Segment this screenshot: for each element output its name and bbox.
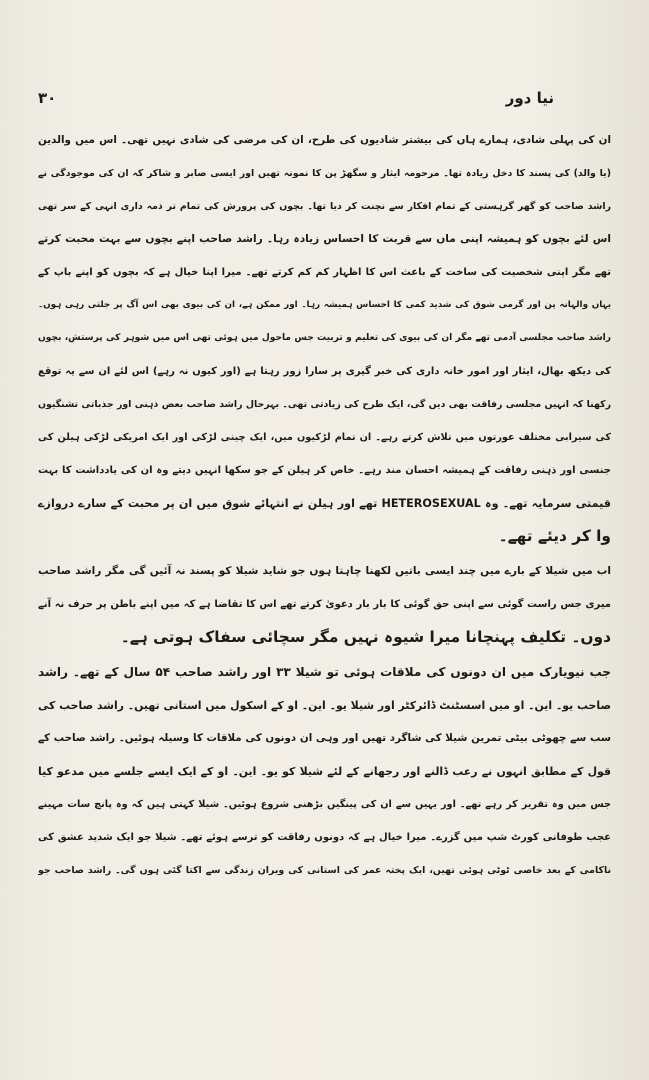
text-line: ناکامی کے بعد خاصی ٹوٹی ہوئی تھیں، ایک پختہ عمر کی استانی کی ویران زندگی سے اکتا گئی ہوں گی۔ راشد صاحب جو — [38, 865, 611, 876]
text-line: سب سے چھوٹی بیٹی تمرین شیلا کی شاگرد تھیں اور وہی ان دونوں کی ملاقات کا وسیلہ ہوئیں۔ راشد صاحب کے — [38, 732, 611, 744]
text-line: وا کر دیئے تھے۔ — [498, 527, 611, 545]
running-title: نیا دور — [505, 89, 554, 107]
body-text — [38, 124, 611, 887]
text-line: کی دیکھ بھال، ایثار اور امور خانہ داری کی خبر گیری پر سارا زور رہتا ہے (اور کیوں نہ رہے) اس لئے ان سے یہ توقع — [38, 366, 611, 377]
text-line: ان کی پہلی شادی، ہمارے ہاں کی بیشتر شادیوں کی طرح، ان کی مرضی کی شادی نہیں تھی۔ اس میں والدین — [38, 134, 611, 146]
page-header — [38, 86, 554, 110]
text-line: راشد صاحب مجلسی آدمی تھے مگر ان کی بیوی کی تعلیم و تربیت جس ماحول میں ہوئی تھی اس میں شوہر کی پرستش، بچوں — [38, 333, 611, 343]
text-line: صاحب یو۔ این۔ او میں اسسٹنٹ ڈائرکٹر اور شیلا یو۔ این۔ او کے اسکول میں استانی تھیں۔ راشد صاحب کی — [38, 699, 611, 712]
text-line: دوں۔ تکلیف پہنچانا میرا شیوہ نہیں مگر سچائی سفاک ہوتی ہے۔ — [120, 628, 611, 646]
text-line: تھے مگر اپنی شخصیت کی ساخت کے باعث اس کا اظہار کم کم کرتے تھے۔ میرا اپنا خیال ہے کہ بچوں کو اپنے باپ کے — [38, 267, 611, 278]
text-line: جس میں وہ تقریر کر رہے تھے۔ اور یہیں سے ان کی پینگیں بڑھنی شروع ہوئیں۔ شیلا کہتی ہیں کہ وہ پانچ سات مہینے — [38, 799, 611, 810]
text-line: میری جس راست گوئی سے اپنی حق گوئی کا بار بار دعویٰ کرتے تھے اس کا تقاضا ہے کہ میں اپنے باطن پر حرف نہ آنے — [38, 599, 611, 610]
text-line: عجب طوفانی کورٹ شپ میں گزرے۔ میرا خیال ہے کہ دونوں رفاقت کو ترسے ہوئے تھے۔ شیلا جو ایک شدید عشق کی — [38, 832, 611, 843]
text-line: جنسی اور ذہنی رفاقت کے ہمیشہ احسان مند رہے۔ خاص کر ہیلن کے جو سکھا انہیں دیتے وہ ان کی یادداشت کا بہت — [38, 465, 611, 476]
page-number: ۳۰ — [38, 89, 57, 107]
text-line: قول کے مطابق انہوں نے رعب ڈالنے اور رجھانے کے لئے شیلا کو یو۔ این۔ او کے ایک ایسے جلسے میں مدعو کیا — [38, 765, 611, 778]
text-line: اب میں شیلا کے بارے میں چند ایسی باتیں لکھنا چاہتا ہوں جو شاید شیلا کو پسند نہ آئیں گی مگر راشد صاحب — [38, 565, 611, 577]
text-line: قیمتی سرمایہ تھے۔ وہ HETEROSEXUAL تھے اور ہیلن نے انتہائے شوق میں ان پر محبت کے سارے دروازے — [38, 497, 611, 510]
text-line: راشد صاحب کو گھر گرہستی کے تمام افکار سے نچنت کر دیا تھا۔ بچوں کی پرورش کی تمام تر ذمہ داری انہی کے سر تھی — [38, 201, 611, 212]
text-line: رکھنا کہ انہیں مجلسی رفاقت بھی دیں گی، ایک طرح کی زیادتی تھی۔ بہرحال راشد صاحب بعض ذہنی اور جذباتی تشنگیوں — [38, 399, 611, 410]
text-line: کی سیرابی مختلف عورتوں میں تلاش کرتے رہے۔ ان تمام لڑکیوں میں، ایک چینی لڑکی اور ایک امریکی لڑکی ہیلن کی — [38, 432, 611, 443]
text-line: یہاں والہانہ پن اور گرمی شوق کی شدید کمی کا احساس ہمیشہ رہا۔ اور ممکن ہے، ان کی بیوی بھی اس آگ پر جلتی رہی ہوں۔ — [38, 300, 611, 310]
text-line: اس لئے بچوں کو ہمیشہ اپنی ماں سے قربت کا احساس زیادہ رہا۔ راشد صاحب اپنے بچوں سے بہت محبت کرتے — [38, 233, 611, 245]
text-line: جب نیویارک میں ان دونوں کی ملاقات ہوئی تو شیلا ۳۳ اور راشد صاحب ۵۴ سال کے تھے۔ راشد — [38, 665, 611, 679]
text-line: (یا والد) کی پسند کا دخل زیادہ تھا۔ مرحومہ ایثار و سگھڑ پن کا نمونہ تھیں اور ایسی صابر و شاکر کہ ان کی موجودگی نے — [38, 168, 611, 179]
